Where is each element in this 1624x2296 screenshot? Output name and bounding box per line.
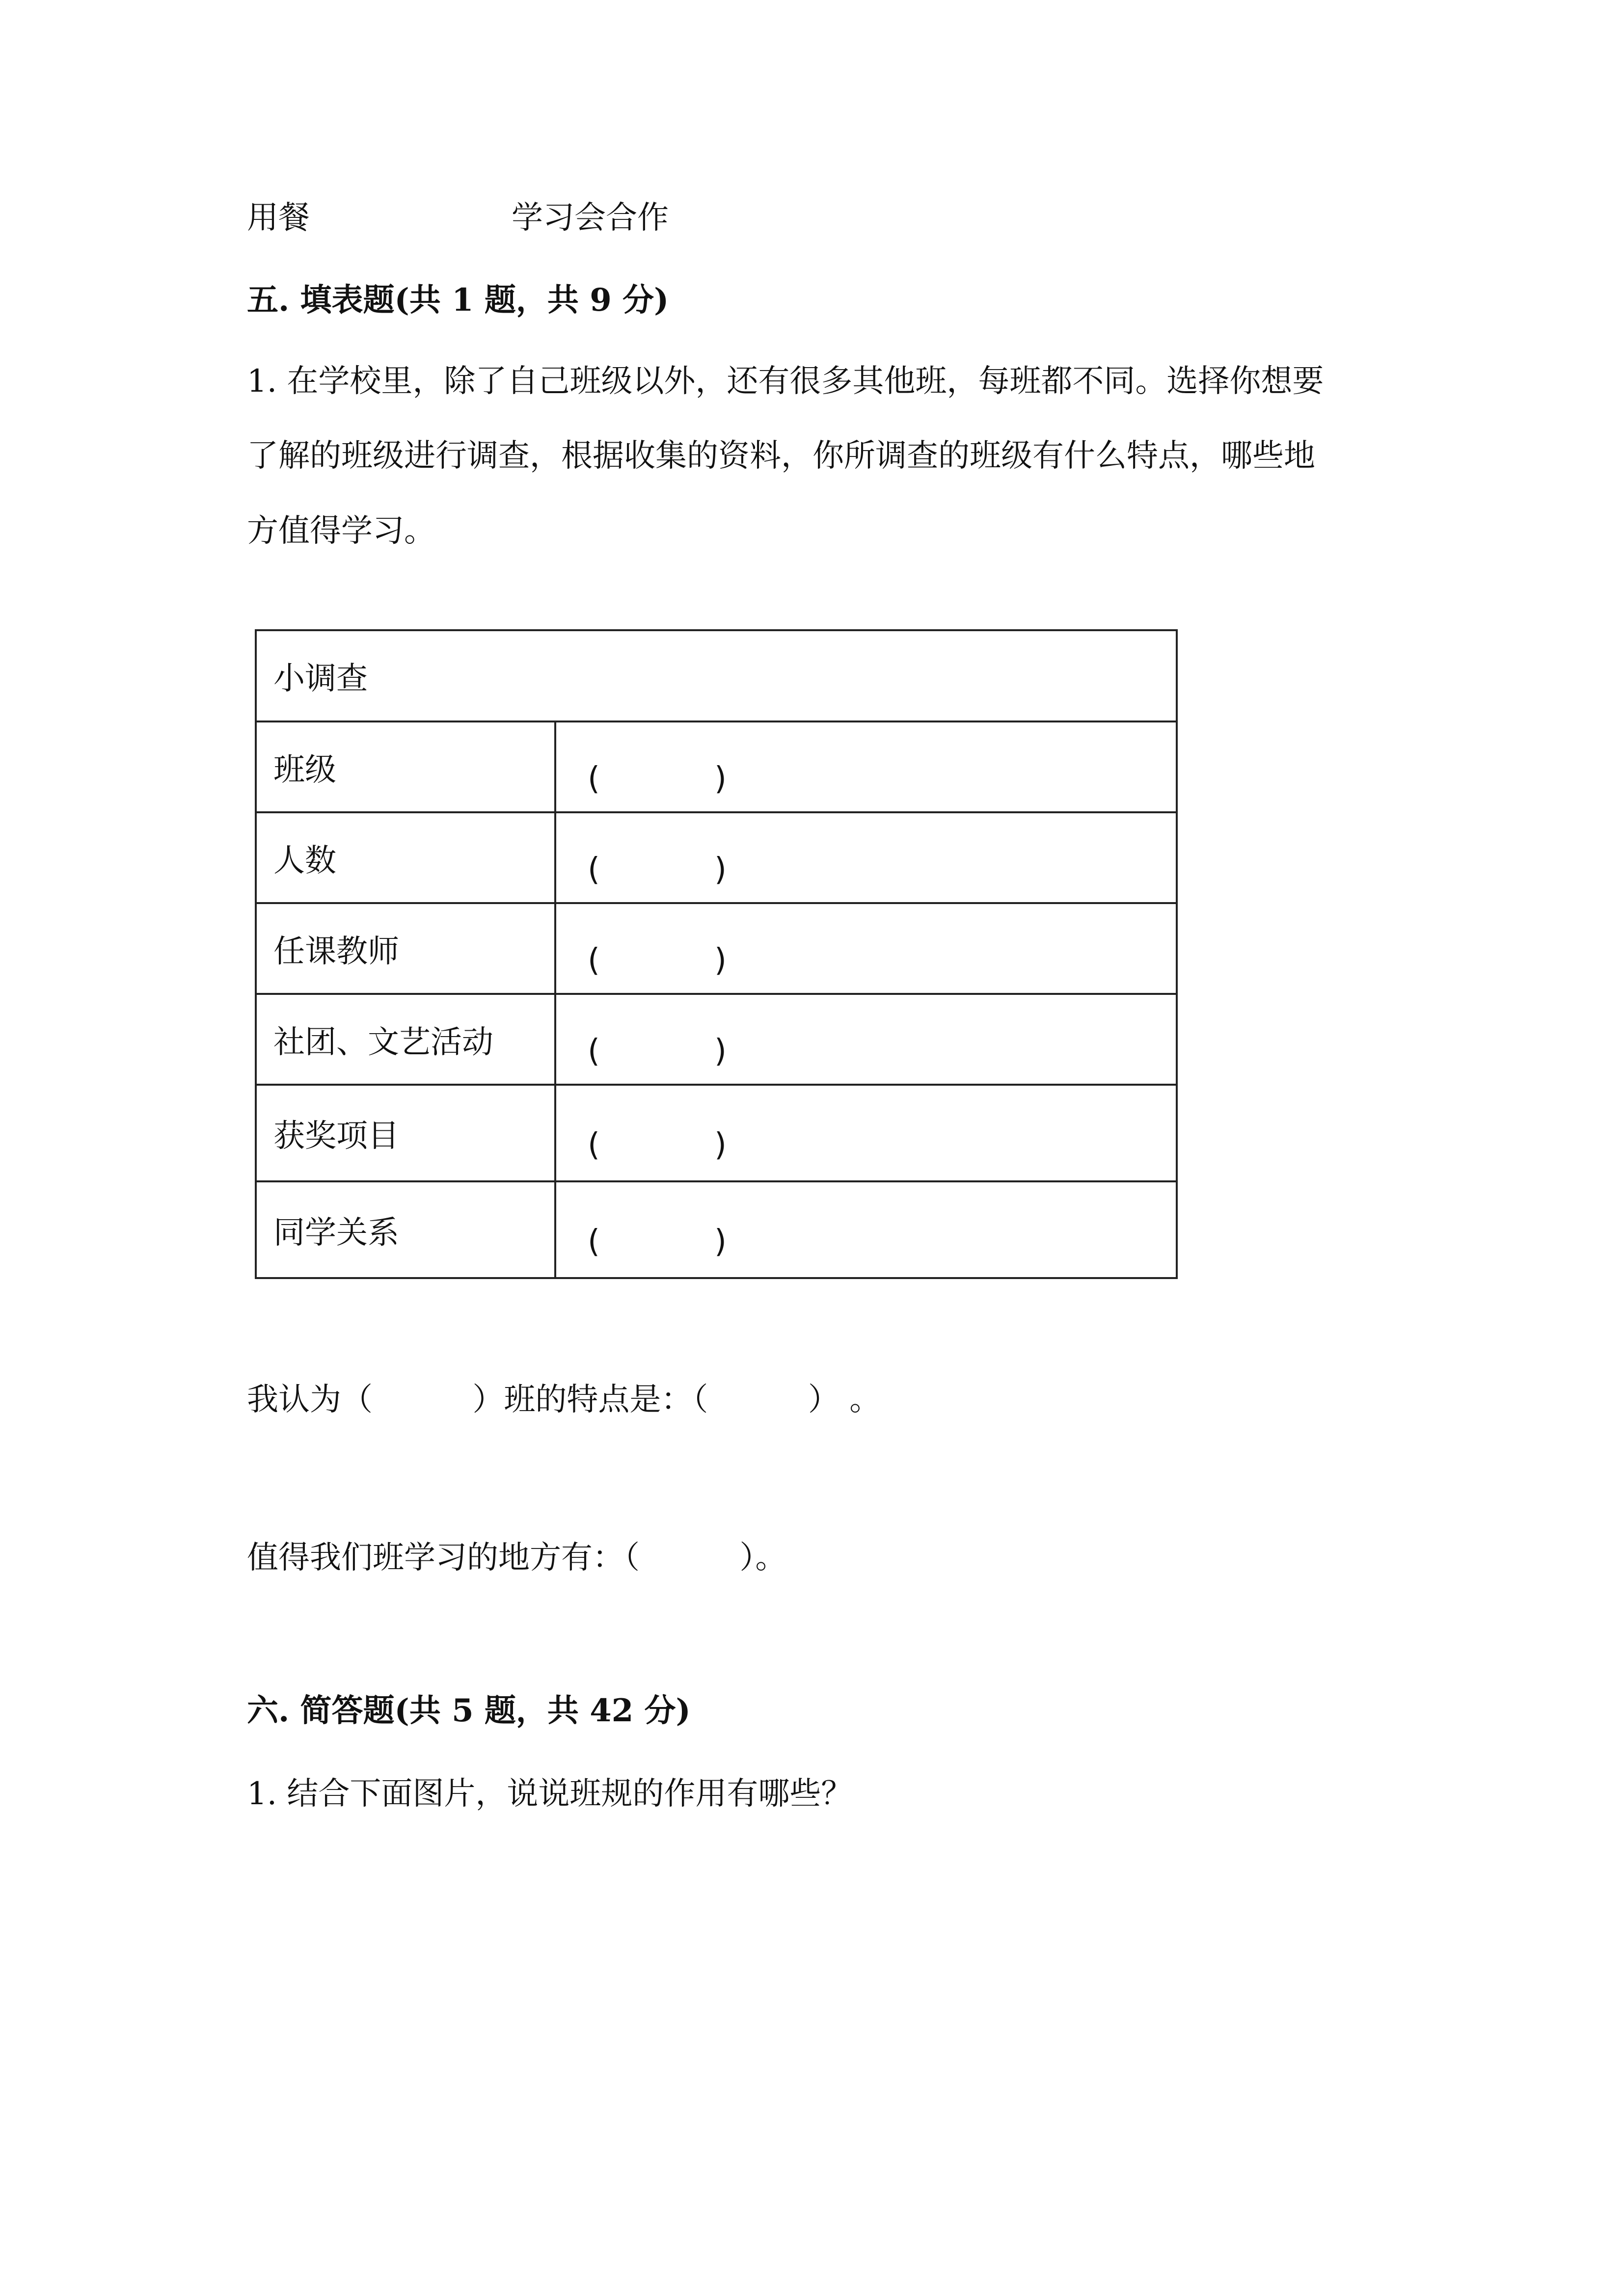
survey-table-title: 小调查 xyxy=(256,630,1177,721)
open-paren: ( xyxy=(588,1223,600,1260)
answer-cell[interactable] xyxy=(555,812,1177,903)
short-answer-question-1: 1. 结合下面图片，说说班规的作用有哪些？ xyxy=(247,1776,853,1812)
answer-cell[interactable] xyxy=(555,1181,1177,1278)
answer-cell[interactable] xyxy=(555,1085,1177,1181)
question-line-1: 1. 在学校里，除了自己班级以外，还有很多其他班，每班都不同。选择你想要 xyxy=(247,363,1324,400)
close-paren: ) xyxy=(714,942,727,979)
table-row xyxy=(256,1085,1177,1181)
section-6-heading: 六. 简答题(共 5 题，共 42 分) xyxy=(247,1692,691,1729)
row-label: 获奖项目 xyxy=(256,1085,555,1181)
question-line-3: 方值得学习。 xyxy=(247,513,435,549)
option-label-cooperation: 学习会合作 xyxy=(512,200,669,236)
row-label: 同学关系 xyxy=(256,1181,555,1278)
open-paren: ( xyxy=(588,760,600,797)
close-paren: ) xyxy=(714,1126,727,1163)
question-line-2: 了解的班级进行调查，根据收集的资料，你所调查的班级有什么特点，哪些地 xyxy=(247,438,1315,474)
answer-cell[interactable] xyxy=(555,721,1177,812)
table-row xyxy=(256,994,1177,1085)
option-label-dining: 用餐 xyxy=(247,200,310,236)
conclusion-line-learn: 值得我们班学习的地方有：（ ）。 xyxy=(247,1540,787,1576)
row-label: 社团、文艺活动 xyxy=(256,994,555,1085)
table-row xyxy=(256,812,1177,903)
table-row xyxy=(256,721,1177,812)
answer-cell[interactable] xyxy=(555,994,1177,1085)
row-label: 班级 xyxy=(256,721,555,812)
open-paren: ( xyxy=(588,942,600,979)
survey-table xyxy=(255,629,1178,1279)
close-paren: ) xyxy=(714,851,727,888)
open-paren: ( xyxy=(588,851,600,888)
row-label: 人数 xyxy=(256,812,555,903)
conclusion-line-features: 我认为（ ）班的特点是：（ ） 。 xyxy=(247,1382,881,1418)
close-paren: ) xyxy=(714,1223,727,1260)
section-5-heading: 五. 填表题(共 1 题，共 9 分) xyxy=(247,282,669,319)
table-row xyxy=(256,1181,1177,1278)
table-row xyxy=(256,903,1177,994)
close-paren: ) xyxy=(714,760,727,797)
close-paren: ) xyxy=(714,1033,727,1069)
survey-table-header-row xyxy=(256,630,1177,721)
row-label: 任课教师 xyxy=(256,903,555,994)
open-paren: ( xyxy=(588,1033,600,1069)
answer-cell[interactable] xyxy=(555,903,1177,994)
open-paren: ( xyxy=(588,1126,600,1163)
